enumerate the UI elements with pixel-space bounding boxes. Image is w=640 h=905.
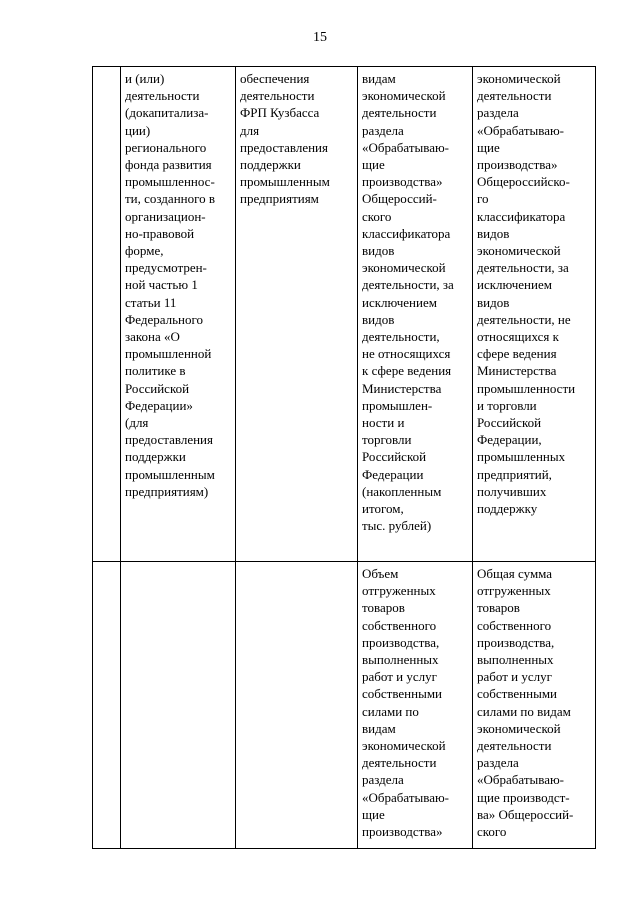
cell-text-line: ти, созданного в <box>125 191 216 207</box>
cell-text-line: раздела <box>362 122 404 138</box>
cell-text-line: Федерации, <box>477 432 542 448</box>
cell-text-line: деятельности, не <box>477 311 571 327</box>
cell-text-line: сфере ведения <box>477 346 557 362</box>
cell-text-line: видов <box>477 225 510 241</box>
cell-text-line: силами по видам <box>477 703 571 719</box>
cell-text-line: ского <box>477 824 507 840</box>
cell-text-line: Федерального <box>125 311 204 327</box>
data-table <box>92 66 596 849</box>
cell-text-line: щие производст- <box>477 789 570 805</box>
cell-text-line: щие <box>477 139 500 155</box>
cell-text-line: итогом, <box>362 501 404 517</box>
cell-text-line: тыс. рублей) <box>362 518 432 534</box>
cell-text-line: ского <box>362 208 392 224</box>
cell-text-line: ва» Общероссий- <box>477 806 574 822</box>
cell-text-line: ФРП Кузбасса <box>240 105 320 121</box>
cell-text-line: промышленных <box>477 449 566 465</box>
cell-text-line: предоставления <box>125 432 213 448</box>
cell-text-line: промышленности <box>477 380 576 396</box>
cell-text-line: видов <box>362 311 395 327</box>
cell-text-line: экономической <box>362 260 446 276</box>
cell-text-line: деятельности, за <box>362 277 454 293</box>
cell-text-line: экономической <box>362 738 446 754</box>
cell-text-line: деятельности <box>362 105 437 121</box>
cell-text-line: закона «О <box>125 329 180 345</box>
cell-text-line: производства» <box>362 824 443 840</box>
cell-text-line: производства, <box>362 634 440 650</box>
table-cell <box>358 67 473 562</box>
cell-text-line: Общероссий- <box>362 191 437 207</box>
cell-text-line: получивших <box>477 483 547 499</box>
cell-text-line: организацион- <box>125 208 206 224</box>
cell-text-line: производства» <box>477 157 558 173</box>
cell-text-line: к сфере ведения <box>362 363 452 379</box>
cell-text-line: видов <box>362 243 395 259</box>
cell-text-line: деятельности <box>125 88 200 104</box>
cell-text-line: собственного <box>362 617 437 633</box>
cell-text-line: товаров <box>362 600 405 616</box>
page-number: 15 <box>313 30 327 45</box>
cell-text-line: регионального <box>125 139 207 155</box>
cell-text-line: экономической <box>477 243 561 259</box>
cell-text-line: щие <box>362 806 385 822</box>
cell-text-line: собственными <box>362 686 442 702</box>
cell-text-line: отгруженных <box>362 583 436 599</box>
cell-text-line: поддержки <box>125 449 186 465</box>
table-cell <box>473 562 596 849</box>
table-cell <box>473 67 596 562</box>
table-cell <box>93 67 121 562</box>
cell-text-line: выполненных <box>362 652 439 668</box>
table-cell <box>358 562 473 849</box>
cell-text-line: исключением <box>362 294 437 310</box>
cell-text-line: промышленнос- <box>125 174 215 190</box>
cell-text-line: го <box>477 191 489 207</box>
cell-text-line: предприятиям) <box>125 483 209 499</box>
cell-text-line: Российской <box>362 449 427 465</box>
cell-text-line: (для <box>125 415 149 431</box>
cell-text-line: экономической <box>477 71 561 86</box>
cell-text-line: предприятиям <box>240 191 319 207</box>
cell-text-line: (докапитализа- <box>125 105 209 121</box>
cell-text-line: собственными <box>477 686 557 702</box>
cell-text-line: экономической <box>362 88 446 104</box>
cell-text-line: ности и <box>362 415 405 431</box>
cell-text-line: ции) <box>125 122 151 138</box>
cell-text-line: ной частью 1 <box>125 277 198 293</box>
table-cell <box>236 67 358 562</box>
table-row <box>93 67 596 562</box>
cell-text-line: деятельности <box>362 755 437 771</box>
cell-text-line: Российской <box>477 415 542 431</box>
cell-text-line: промышлен- <box>362 397 433 413</box>
cell-text-line: фонда развития <box>125 157 212 173</box>
cell-text-line: работ и услуг <box>477 669 552 685</box>
cell-text-line: Федерации» <box>125 397 193 413</box>
cell-text-line: классификатора <box>362 225 451 241</box>
cell-text-line: исключением <box>477 277 552 293</box>
table-row <box>93 562 596 849</box>
cell-text-line: Общероссийско- <box>477 174 570 190</box>
table-cell <box>93 562 121 849</box>
cell-text-line: деятельности <box>477 88 552 104</box>
cell-text-line: обеспечения <box>240 71 310 86</box>
cell-text-line: относящихся к <box>477 329 559 345</box>
cell-text-line: но-правовой <box>125 225 195 241</box>
cell-text-line: (накопленным <box>362 483 442 499</box>
cell-text-line: не относящихся <box>362 346 451 362</box>
cell-text-line: экономической <box>477 720 561 736</box>
cell-text-line: видов <box>477 294 510 310</box>
cell-text-line: Объем <box>362 566 399 581</box>
cell-text-line: промышленным <box>125 466 215 482</box>
cell-text-line: предоставления <box>240 139 328 155</box>
cell-text-line: поддержки <box>240 157 301 173</box>
cell-text-line: производства» <box>362 174 443 190</box>
cell-text-line: деятельности <box>240 88 315 104</box>
cell-text-line: щие <box>362 157 385 173</box>
cell-text-line: Министерства <box>362 380 442 396</box>
cell-text-line: политике в <box>125 363 186 379</box>
cell-text-line: раздела <box>477 105 519 121</box>
cell-text-line: предусмотрен- <box>125 260 207 276</box>
cell-text-line: видам <box>362 71 396 86</box>
cell-text-line: предприятий, <box>477 466 552 482</box>
cell-text-line: «Обрабатываю- <box>362 139 450 155</box>
table-cell <box>121 67 236 562</box>
cell-text-line: «Обрабатываю- <box>477 772 565 788</box>
cell-text-line: производства, <box>477 634 555 650</box>
table-cell <box>121 562 236 849</box>
cell-text-line: промышленной <box>125 346 212 362</box>
cell-text-line: Общая сумма <box>477 566 553 581</box>
cell-text-line: Федерации <box>362 466 424 482</box>
cell-text-line: для <box>240 122 260 138</box>
cell-text-line: силами по <box>362 703 419 719</box>
cell-text-line: классификатора <box>477 208 566 224</box>
table-cell <box>236 562 358 849</box>
cell-text-line: деятельности, за <box>477 260 569 276</box>
cell-text-line: форме, <box>125 243 164 259</box>
cell-text-line: деятельности <box>477 738 552 754</box>
cell-text-line: и торговли <box>477 397 537 413</box>
cell-text-line: статьи 11 <box>125 294 177 310</box>
cell-text-line: выполненных <box>477 652 554 668</box>
cell-text-line: поддержку <box>477 501 538 517</box>
cell-text-line: «Обрабатываю- <box>362 789 450 805</box>
cell-text-line: работ и услуг <box>362 669 437 685</box>
cell-text-line: и (или) <box>125 71 165 86</box>
cell-text-line: деятельности, <box>362 329 440 345</box>
cell-text-line: «Обрабатываю- <box>477 122 565 138</box>
cell-text-line: отгруженных <box>477 583 551 599</box>
cell-text-line: торговли <box>362 432 412 448</box>
cell-text-line: видам <box>362 720 396 736</box>
cell-text-line: раздела <box>477 755 519 771</box>
cell-text-line: раздела <box>362 772 404 788</box>
cell-text-line: собственного <box>477 617 552 633</box>
cell-text-line: Российской <box>125 380 190 396</box>
cell-text-line: товаров <box>477 600 520 616</box>
cell-text-line: промышленным <box>240 174 330 190</box>
cell-text-line: Министерства <box>477 363 557 379</box>
